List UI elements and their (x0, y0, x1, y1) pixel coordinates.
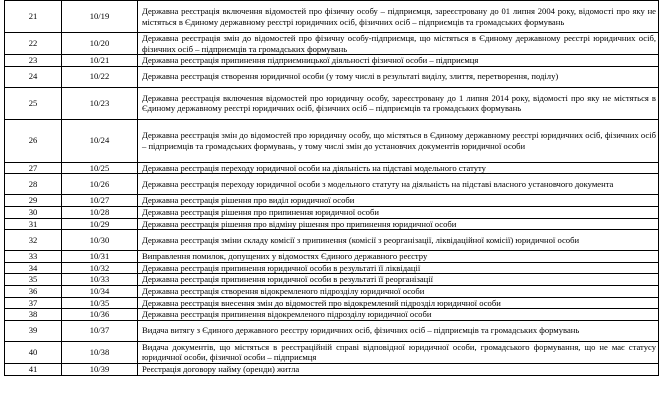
table-row (5, 206, 659, 218)
row-number: 35 (5, 274, 62, 286)
service-code: 10/28 (62, 206, 138, 218)
service-description: Державна реєстрація припинення юридичної особи в результаті її ліквідації (138, 262, 659, 274)
service-description: Державна реєстрація зміни складу комісії з припинення (комісії з реорганізації, ліквідаційної комісії) юридичної особи (138, 230, 659, 251)
row-number: 38 (5, 309, 62, 321)
row-number: 41 (5, 363, 62, 375)
table-row (5, 1, 659, 33)
service-description: Державна реєстрація створення юридичної особи (у тому числі в результаті виділу, злиття, перетворення, поділу) (138, 66, 659, 87)
service-description: Виправлення помилок, допущених у відомостях Єдиного державного реєстру (138, 251, 659, 263)
service-description: Державна реєстрація переходу юридичної особи з модельного статуту на діяльність на підставі власного установчого документа (138, 174, 659, 195)
row-number: 29 (5, 195, 62, 207)
row-number: 32 (5, 230, 62, 251)
service-code: 10/31 (62, 251, 138, 263)
service-description: Видача витягу з Єдиного державного реєстру юридичних осіб, фізичних осіб – підприємців та громадських формувань (138, 320, 659, 341)
service-code: 10/29 (62, 218, 138, 230)
service-description: Реєстрація договору найму (оренди) житла (138, 363, 659, 375)
table-row (5, 309, 659, 321)
row-number: 30 (5, 206, 62, 218)
table-row (5, 195, 659, 207)
row-number: 24 (5, 66, 62, 87)
service-description: Державна реєстрація змін до відомостей про фізичну особу-підприємця, що містяться в Єдиному державному реєстрі юридичних осіб, фізичних осіб – підприємців та громадських формувань (138, 33, 659, 55)
service-code: 10/21 (62, 55, 138, 67)
row-number: 37 (5, 297, 62, 309)
service-code: 10/36 (62, 309, 138, 321)
service-code: 10/20 (62, 33, 138, 55)
service-description: Видача документів, що містяться в реєстраційній справі відповідної юридичної особи, громадського формування, що не має статусу юридичної особи, фізичної особи – підприємця (138, 341, 659, 363)
service-description: Державна реєстрація припинення юридичної особи в результаті її реорганізації (138, 274, 659, 286)
table-row (5, 363, 659, 375)
service-description: Державна реєстрація рішення про виділ юридичної особи (138, 195, 659, 207)
table-row (5, 66, 659, 87)
service-code: 10/23 (62, 87, 138, 119)
service-code: 10/30 (62, 230, 138, 251)
service-code: 10/39 (62, 363, 138, 375)
service-code: 10/19 (62, 1, 138, 33)
table-row (5, 174, 659, 195)
row-number: 33 (5, 251, 62, 263)
service-code: 10/27 (62, 195, 138, 207)
service-code: 10/34 (62, 285, 138, 297)
row-number: 22 (5, 33, 62, 55)
table-row (5, 341, 659, 363)
service-description: Державна реєстрація змін до відомостей про юридичну особу, що містяться в Єдиному державному реєстрі юридичних осіб, фізичних осіб – підприємців та громадських формувань, у тому числі змін до установчих документів юридичної особи (138, 119, 659, 162)
row-number: 26 (5, 119, 62, 162)
row-number: 34 (5, 262, 62, 274)
document-page (4, 0, 658, 376)
table-row (5, 274, 659, 286)
table-row (5, 285, 659, 297)
row-number: 31 (5, 218, 62, 230)
table-row (5, 55, 659, 67)
service-description: Державна реєстрація рішення про відміну рішення про припинення юридичної особи (138, 218, 659, 230)
table-row (5, 218, 659, 230)
table-row (5, 262, 659, 274)
row-number: 23 (5, 55, 62, 67)
table-row (5, 320, 659, 341)
service-description: Державна реєстрація внесення змін до відомостей про відокремлений підрозділ юридичної особи (138, 297, 659, 309)
service-description: Державна реєстрація включення відомостей про юридичну особу, зареєстровану до 1 липня 2014 року, відомості про яку не містяться в Єдиному державному реєстрі юридичних осіб, фізичних осіб – підприємців та громадських формувань (138, 87, 659, 119)
service-code: 10/35 (62, 297, 138, 309)
service-description: Державна реєстрація припинення підприємницької діяльності фізичної особи – підприємця (138, 55, 659, 67)
table-row (5, 87, 659, 119)
services-table (4, 0, 659, 376)
table-row (5, 297, 659, 309)
table-row (5, 162, 659, 174)
service-description: Державна реєстрація припинення відокремленого підрозділу юридичної особи (138, 309, 659, 321)
row-number: 21 (5, 1, 62, 33)
service-code: 10/25 (62, 162, 138, 174)
row-number: 39 (5, 320, 62, 341)
row-number: 40 (5, 341, 62, 363)
service-code: 10/26 (62, 174, 138, 195)
service-description: Державна реєстрація включення відомостей про фізичну особу – підприємця, зареєстровану до 01 липня 2004 року, відомості про яку не містяться в Єдиному державному реєстрі юридичних осіб, фізичних осіб – підприємців та громадських формувань (138, 1, 659, 33)
service-code: 10/24 (62, 119, 138, 162)
row-number: 36 (5, 285, 62, 297)
table-row (5, 251, 659, 263)
service-code: 10/33 (62, 274, 138, 286)
service-code: 10/37 (62, 320, 138, 341)
service-code: 10/32 (62, 262, 138, 274)
row-number: 27 (5, 162, 62, 174)
service-code: 10/38 (62, 341, 138, 363)
service-description: Державна реєстрація рішення про припинення юридичної особи (138, 206, 659, 218)
service-code: 10/22 (62, 66, 138, 87)
service-description: Державна реєстрація створення відокремленого підрозділу юридичної особи (138, 285, 659, 297)
table-row (5, 230, 659, 251)
service-description: Державна реєстрація переходу юридичної особи на діяльність на підставі модельного статуту (138, 162, 659, 174)
table-row (5, 119, 659, 162)
row-number: 25 (5, 87, 62, 119)
table-row (5, 33, 659, 55)
row-number: 28 (5, 174, 62, 195)
